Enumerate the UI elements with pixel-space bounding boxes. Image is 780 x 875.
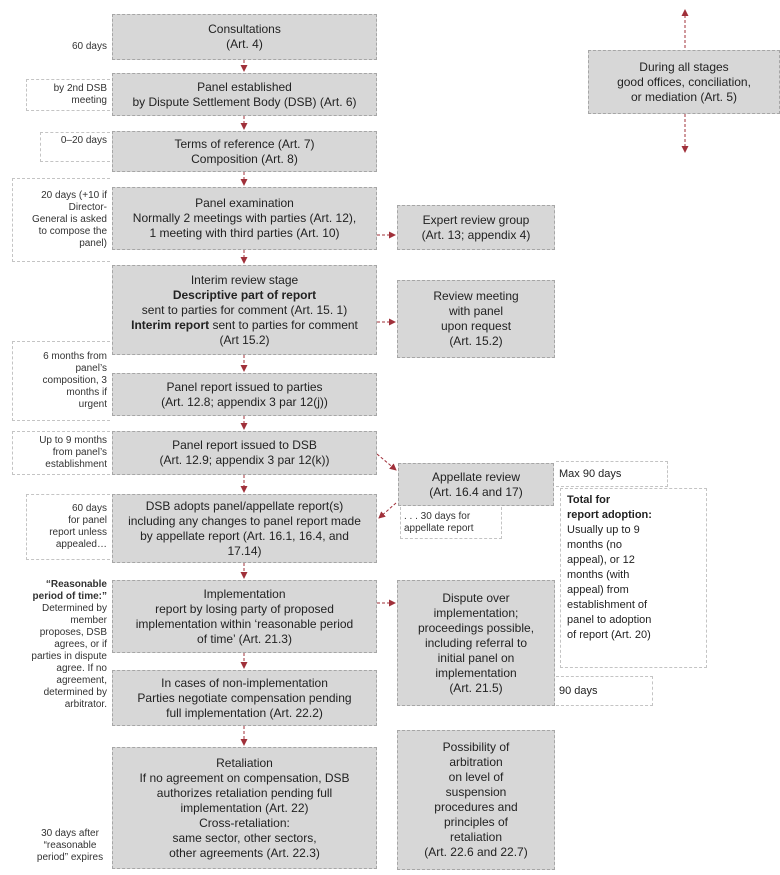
interim-review-box: Interim review stage Descriptive part of report sent to parties for comment (Art. 15. 1) Interim report sent to parties for comment (Art 15.2) xyxy=(112,265,377,355)
report-to-dsb-box: Panel report issued to DSB (Art. 12.9; appendix 3 par 12(k)) xyxy=(112,431,377,475)
appellate-review-box: Appellate review (Art. 16.4 and 17) xyxy=(398,463,554,506)
implementation-box: Implementation report by losing party of proposed implementation within ‘reasonable period of time’ (Art. 21.3) xyxy=(112,580,377,653)
panel-established-box: Panel established by Dispute Settlement Body (DSB) (Art. 6) xyxy=(112,73,377,116)
consultations-box: Consultations (Art. 4) xyxy=(112,14,377,60)
note-by-2nd-dsb: by 2nd DSB meeting xyxy=(26,79,110,111)
retaliation-box: Retaliation If no agreement on compensation, DSB authorizes retaliation pending full implementation (Art. 22) Cross-retaliation: same sector, other sectors, other agreements (Art. 22.3) xyxy=(112,747,377,869)
terms-of-reference-box: Terms of reference (Art. 7) Composition (Art. 8) xyxy=(112,131,377,172)
dsb-adopts-box: DSB adopts panel/appellate report(s) including any changes to panel report made by appellate report (Art. 16.1, 16.4, and 17.14) xyxy=(112,494,377,563)
note-30-days-appellate: . . . 30 days for appellate report xyxy=(400,507,502,539)
note-9-months: Up to 9 months from panel’s establishment xyxy=(12,431,110,475)
note-30-days-after: 30 days after “reasonable period” expires xyxy=(30,825,110,867)
note-90-days: 90 days xyxy=(556,676,653,706)
note-6-months: 6 months from panel’s composition, 3 months if urgent xyxy=(12,341,110,421)
dispute-over-implementation-box: Dispute over implementation; proceedings possible, including referral to initial panel on implementation (Art. 21.5) xyxy=(397,580,555,706)
note-max-90-days: Max 90 days xyxy=(556,461,668,487)
arrow-appellate-adopts xyxy=(379,503,396,518)
note-reasonable-period: “Reasonable period of time:” Determined by member proposes, DSB agrees, or if parties in dispute agree. If no agreement, determined by arbitrator. xyxy=(10,577,110,743)
good-offices-box: During all stages good offices, conciliation, or mediation (Art. 5) xyxy=(588,50,780,114)
note-60-days-panel: 60 days for panel report unless appealed… xyxy=(26,494,110,560)
non-implementation-box: In cases of non-implementation Parties negotiate compensation pending full implementation (Art. 22.2) xyxy=(112,670,377,726)
note-20-days: 20 days (+10 if Director- General is asked to compose the panel) xyxy=(12,178,110,262)
note-total-report-adoption: Total for report adoption: Usually up to 9 months (no appeal), or 12 months (with appeal) from establishment of panel to adoption of report (Art. 20) xyxy=(560,488,707,668)
note-60-days: 60 days xyxy=(40,38,110,56)
arrow-dsb-appellate xyxy=(377,454,396,470)
expert-review-box: Expert review group (Art. 13; appendix 4) xyxy=(397,205,555,250)
arbitration-box: Possibility of arbitration on level of suspension procedures and principles of retaliation (Art. 22.6 and 22.7) xyxy=(397,730,555,870)
panel-examination-box: Panel examination Normally 2 meetings with parties (Art. 12), 1 meeting with third parties (Art. 10) xyxy=(112,187,377,250)
review-meeting-box: Review meeting with panel upon request (Art. 15.2) xyxy=(397,280,555,358)
report-to-parties-box: Panel report issued to parties (Art. 12.8; appendix 3 par 12(j)) xyxy=(112,373,377,416)
note-0-20-days: 0–20 days xyxy=(40,132,110,162)
